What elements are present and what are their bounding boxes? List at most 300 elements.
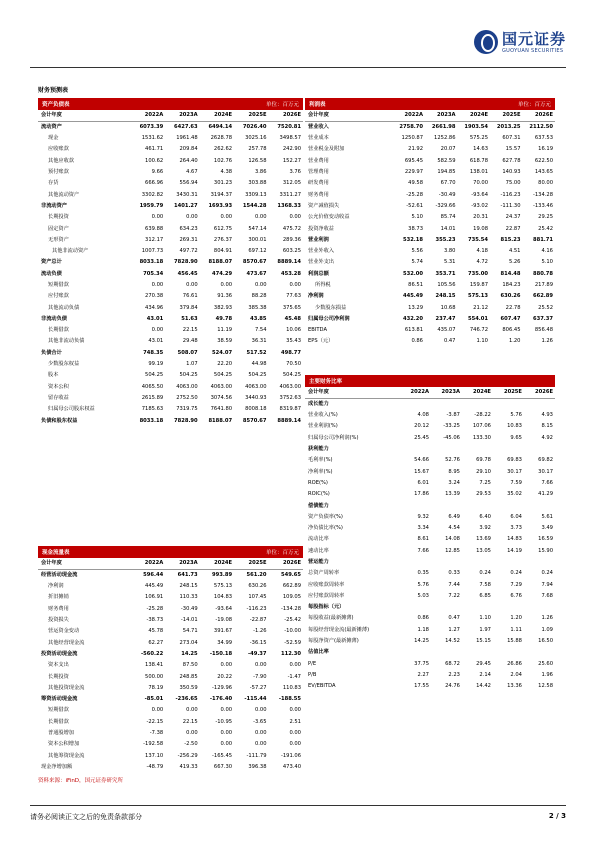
cell-value: 112.30 — [280, 650, 301, 657]
cell-value: 9.32 — [417, 513, 429, 520]
cell-value: -52.61 — [406, 202, 423, 209]
table-title: 现金流量表 — [42, 550, 70, 556]
cell-value: -57.27 — [249, 684, 267, 691]
cell-value: 44.98 — [251, 361, 267, 368]
cell-value: 99.19 — [148, 361, 164, 368]
table-row — [38, 739, 303, 750]
cell-value: 8570.67 — [242, 417, 267, 424]
cell-value: 3074.56 — [210, 394, 233, 401]
cell-value: 54.66 — [414, 457, 429, 464]
cell-value: 67.70 — [440, 180, 456, 187]
cell-value: 4.38 — [220, 169, 233, 176]
cell-value: -10.95 — [215, 718, 233, 725]
row-label: EV/EBITDA — [308, 683, 336, 690]
cell-value: -49.37 — [247, 650, 267, 657]
cell-value: 3.49 — [541, 525, 553, 532]
table-row — [38, 144, 303, 155]
row-label: 应收账款周转率 — [308, 581, 345, 588]
row-label: 非流动资产 — [41, 202, 67, 209]
table-row — [38, 717, 303, 728]
cell-value: 229.97 — [404, 169, 423, 176]
column-header: 2023A — [165, 558, 199, 570]
cell-value: 705.34 — [143, 270, 164, 277]
cell-value: 607.31 — [502, 135, 521, 142]
cell-value: 630.26 — [248, 583, 267, 590]
cell-value: 91.36 — [217, 293, 233, 300]
cell-value: -10.00 — [284, 628, 301, 635]
cell-value — [462, 444, 493, 455]
cell-value — [462, 500, 493, 511]
cell-value: 30.17 — [538, 468, 553, 475]
cell-value: 500.00 — [145, 673, 164, 680]
cell-value: 9.66 — [151, 169, 164, 176]
cell-value: 41.29 — [538, 491, 553, 498]
cell-value: -30.49 — [438, 191, 456, 198]
cell-value: 5.03 — [417, 592, 429, 599]
cell-value: 36.31 — [251, 338, 267, 345]
cell-value: 603.25 — [282, 248, 301, 255]
cell-value: 622.50 — [534, 157, 553, 164]
table-row — [305, 568, 555, 579]
cell-value: 17.55 — [414, 683, 429, 690]
cell-value: 303.88 — [248, 180, 267, 187]
column-header: 2022A — [400, 387, 431, 399]
table-row — [38, 280, 303, 291]
row-label: 非流动负债 — [41, 315, 67, 322]
cell-value: -1.26 — [253, 628, 267, 635]
cell-value — [524, 500, 555, 511]
cell-value: 3.73 — [510, 525, 522, 532]
cell-value: -560.22 — [141, 650, 164, 657]
table-row — [305, 602, 555, 613]
cell-value: 21.12 — [473, 304, 488, 311]
table-unit: 单位：百万元 — [517, 102, 551, 108]
cell-value: 375.65 — [282, 304, 301, 311]
row-label: 普通股增加 — [48, 730, 74, 736]
table-row — [305, 478, 555, 489]
row-label: 营业成本 — [308, 135, 329, 142]
cell-value: 8319.87 — [279, 406, 301, 413]
column-header: 2026E — [524, 387, 555, 399]
cell-value: 7520.81 — [277, 124, 301, 130]
cell-value: 87.50 — [182, 662, 198, 669]
cell-value: 7185.63 — [141, 406, 164, 413]
cell-value: 2.51 — [289, 718, 301, 725]
cell-value: 86.51 — [408, 282, 423, 288]
cell-value: 14.83 — [507, 536, 522, 543]
cell-value: 3.92 — [479, 525, 491, 532]
column-header: 2025E — [493, 387, 524, 399]
cell-value: 38.73 — [408, 225, 423, 232]
cell-value: -33.25 — [443, 423, 460, 430]
cell-value: 85.74 — [440, 214, 456, 221]
column-header: 2024E — [200, 558, 234, 570]
row-label: 长期投资 — [48, 673, 69, 680]
cell-value: 0.00 — [254, 741, 267, 748]
row-label: 长期投资 — [48, 214, 69, 221]
cell-value: 69.83 — [507, 457, 522, 464]
row-label: 偿债能力 — [308, 502, 329, 509]
cell-value: -116.23 — [500, 191, 521, 198]
row-label: 其他筹资现金流 — [48, 752, 85, 759]
table-row — [305, 591, 555, 602]
cell-value: 7.94 — [541, 581, 553, 588]
cell-value: 385.38 — [248, 304, 267, 311]
cell-value: 312.05 — [282, 180, 301, 187]
cell-value: 24.37 — [505, 214, 521, 221]
cell-value — [524, 557, 555, 568]
column-header: 会计年度 — [305, 110, 393, 122]
table-row — [305, 534, 555, 545]
column-header: 2023A — [425, 110, 458, 122]
cell-value: 532.18 — [402, 236, 423, 243]
cell-value: 138.41 — [145, 662, 164, 669]
column-header: 2022A — [393, 110, 426, 122]
table-row — [38, 291, 303, 302]
cell-value: 8033.18 — [139, 259, 164, 266]
cell-value: 554.01 — [467, 315, 488, 322]
cell-value: -38.73 — [146, 617, 164, 624]
cell-value — [431, 399, 462, 411]
cell-value: 248.15 — [435, 293, 456, 300]
table-row — [38, 156, 303, 167]
cell-value: 133.30 — [472, 434, 491, 441]
cell-value: 7.59 — [510, 479, 522, 486]
cell-value: 26.86 — [507, 660, 522, 667]
table-row — [305, 466, 555, 477]
cell-value: 1.11 — [510, 626, 522, 633]
cell-value: -1.47 — [287, 673, 301, 680]
table-row — [38, 257, 303, 268]
cell-value — [462, 557, 493, 568]
table-row — [305, 636, 555, 647]
cell-value: -85.01 — [144, 696, 164, 703]
cell-value — [493, 647, 524, 658]
table-row — [38, 637, 303, 648]
cell-value: 110.33 — [179, 594, 198, 601]
table-row — [305, 579, 555, 590]
cell-value: 12.58 — [538, 683, 553, 690]
cell-value: 30.17 — [507, 468, 522, 475]
table-row — [38, 626, 303, 637]
cell-value: 17.86 — [414, 491, 429, 498]
row-label: 存货 — [48, 180, 59, 187]
cell-value: 19.08 — [473, 225, 488, 232]
cell-value: 5.74 — [411, 259, 423, 266]
cell-value: 14.52 — [445, 638, 460, 645]
cell-value: 106.91 — [145, 594, 164, 601]
cell-value — [524, 647, 555, 658]
cell-value — [400, 399, 431, 411]
cell-value: 15.67 — [414, 468, 429, 475]
cell-value: 582.59 — [437, 157, 456, 164]
cell-value: 4063.00 — [210, 383, 233, 390]
cell-value: 25.42 — [538, 225, 553, 232]
cell-value: -115.44 — [244, 696, 267, 703]
cell-value: 8889.14 — [277, 259, 301, 266]
row-label: 流动负债 — [41, 270, 62, 277]
cell-value: 0.00 — [254, 662, 267, 669]
cell-value: 504.25 — [282, 372, 301, 379]
cell-value: 524.07 — [212, 349, 233, 356]
cell-value: 7.68 — [541, 592, 553, 599]
cell-value: 248.85 — [179, 673, 198, 680]
cell-value: 0.24 — [479, 570, 491, 577]
cell-value: 69.82 — [538, 457, 553, 464]
table-row — [305, 613, 555, 624]
row-label: 投资活动现金流 — [41, 650, 78, 657]
row-label: 负债和股东权益 — [41, 417, 78, 424]
cell-value: -165.45 — [212, 752, 233, 759]
cell-value: -192.58 — [143, 741, 164, 748]
row-label: 每股经营现金流(最新摊薄) — [308, 626, 370, 633]
cell-value: 1.07 — [186, 361, 198, 368]
cell-value: 15.88 — [507, 638, 522, 645]
cell-value: 453.28 — [280, 270, 301, 277]
row-label: ROE(%) — [308, 479, 328, 486]
cell-value: 49.58 — [408, 180, 423, 187]
cell-value: 16.50 — [538, 638, 553, 645]
cell-value: 856.48 — [534, 327, 553, 334]
cell-value — [400, 444, 431, 455]
cell-value: -133.46 — [532, 202, 553, 209]
cell-value: 0.00 — [186, 282, 198, 288]
cell-value: 2628.78 — [210, 135, 233, 142]
cell-value: 38.59 — [217, 338, 233, 345]
cell-value: 0.00 — [151, 214, 164, 221]
cell-value: 382.93 — [213, 304, 233, 311]
brand-logo — [474, 30, 566, 54]
table-row — [38, 246, 303, 257]
cell-value: 435.07 — [437, 327, 456, 334]
cell-value: -22.87 — [249, 617, 267, 624]
table-row — [38, 302, 303, 313]
cell-value: 6.76 — [510, 592, 522, 599]
table-row — [305, 681, 555, 692]
table-row — [38, 348, 303, 359]
cell-value: 14.08 — [445, 536, 460, 543]
cell-value: 16.19 — [538, 146, 553, 153]
cell-value: 15.90 — [538, 547, 553, 554]
cell-value: -25.28 — [406, 191, 423, 198]
cell-value: 22.15 — [182, 327, 198, 334]
cell-value: 0.00 — [289, 707, 301, 714]
cell-value: 504.25 — [213, 372, 233, 379]
cell-value — [524, 444, 555, 455]
table-row — [305, 314, 555, 325]
cell-value: 22.78 — [505, 304, 521, 311]
cell-value: 613.81 — [404, 327, 423, 334]
row-label: 净利润 — [308, 293, 324, 300]
cell-value: 8570.67 — [242, 259, 267, 266]
cell-value: 80.00 — [538, 180, 553, 187]
table-row — [305, 201, 555, 212]
cell-value — [400, 647, 431, 658]
column-header: 会计年度 — [305, 387, 400, 399]
row-label: 其他非流动资产 — [52, 248, 89, 255]
cell-value: 0.00 — [220, 741, 233, 748]
cell-value — [431, 647, 462, 658]
table-row — [38, 325, 303, 336]
cell-value: 697.12 — [248, 248, 267, 255]
cell-value: 6.85 — [479, 592, 491, 599]
table-row — [305, 156, 555, 167]
cell-value: 0.00 — [220, 662, 233, 669]
cell-value: 20.07 — [440, 146, 456, 153]
cell-value: 1.20 — [508, 338, 521, 345]
cell-value: 0.33 — [448, 570, 460, 577]
cell-value: 6494.14 — [208, 124, 233, 130]
row-label: 预付账款 — [48, 169, 69, 176]
cell-value: 445.49 — [402, 293, 423, 300]
cell-value: 6.40 — [479, 513, 491, 520]
cell-value: 637.53 — [534, 135, 553, 142]
cell-value — [431, 444, 462, 455]
row-label: 营运资金变动 — [48, 628, 80, 635]
table-header-bar — [305, 98, 555, 110]
row-label: 公允价值变动收益 — [308, 214, 350, 221]
financial-ratios-table — [305, 375, 555, 692]
column-header: 2026E — [269, 558, 303, 570]
cell-value: 264.40 — [179, 157, 198, 164]
cell-value: 815.23 — [500, 236, 521, 243]
row-label: 资产总计 — [41, 259, 62, 266]
cell-value: -134.28 — [532, 191, 553, 198]
cell-value: 35.43 — [286, 338, 301, 345]
cell-value: 105.56 — [437, 282, 456, 288]
table-row — [305, 647, 555, 658]
cell-value: 746.72 — [469, 327, 488, 334]
cell-value: 25.60 — [538, 660, 553, 667]
table-row — [305, 421, 555, 432]
table-row — [305, 410, 555, 421]
cell-value: 0.00 — [254, 282, 267, 288]
row-label: 归属母公司股东权益 — [48, 406, 95, 413]
cell-value: 353.71 — [435, 270, 456, 277]
cell-value: 13.69 — [476, 536, 491, 543]
cell-value: 474.29 — [212, 270, 233, 277]
cell-value: 126.58 — [248, 157, 267, 164]
cell-value: 4.54 — [448, 525, 460, 532]
column-header: 2022A — [131, 110, 165, 122]
cell-value: 242.90 — [282, 146, 301, 153]
table-row — [305, 625, 555, 636]
cell-value: 270.38 — [145, 293, 164, 300]
table-row — [305, 144, 555, 155]
cell-value: 15.57 — [505, 146, 521, 153]
cell-value: 1959.79 — [139, 202, 164, 209]
table-row — [305, 444, 555, 455]
cell-value — [431, 602, 462, 613]
table-column-header-row — [38, 558, 303, 570]
cell-value: 3.86 — [254, 169, 267, 176]
cell-value: -3.87 — [446, 412, 460, 419]
cell-value: 5.10 — [411, 214, 423, 221]
cell-value: 2013.25 — [496, 124, 521, 130]
column-header: 2026E — [523, 110, 556, 122]
table-header-bar — [38, 98, 303, 110]
cell-value: 276.37 — [213, 236, 233, 243]
table-row — [38, 370, 303, 381]
cell-value: 7.29 — [510, 581, 522, 588]
cell-value: -93.64 — [471, 191, 488, 198]
cell-value: 0.00 — [186, 730, 198, 736]
cell-value: 1.26 — [541, 338, 553, 345]
page-title: 财务预测表 — [38, 87, 69, 94]
row-label: 净负债比率(%) — [308, 525, 343, 532]
cell-value: 8.61 — [417, 536, 429, 543]
cell-value: 0.86 — [417, 615, 429, 622]
cell-value: 7.66 — [417, 547, 429, 554]
cell-value: 140.93 — [502, 169, 521, 176]
cell-value: 2661.98 — [431, 124, 456, 130]
cell-value: 5.61 — [541, 513, 553, 520]
cell-value: -256.29 — [177, 752, 198, 759]
row-label: 成长能力 — [308, 401, 329, 407]
cell-value: 2.14 — [479, 671, 491, 678]
cell-value: -188.55 — [278, 696, 301, 703]
cell-value: 4.93 — [541, 412, 553, 419]
cell-value: 13.39 — [445, 491, 460, 498]
cell-value: 8008.18 — [245, 406, 267, 413]
cell-value: -28.22 — [474, 412, 491, 419]
cell-value: 289.36 — [282, 236, 301, 243]
table-row — [305, 178, 555, 189]
cell-value: -30.49 — [180, 605, 198, 612]
cell-value: 138.01 — [469, 169, 488, 176]
cell-value: 3.34 — [417, 525, 429, 532]
brand-emblem-icon — [474, 30, 498, 54]
cell-value: 2.27 — [417, 671, 429, 678]
cell-value: 461.71 — [145, 146, 164, 153]
table-row — [305, 246, 555, 257]
table-row — [38, 393, 303, 404]
cell-value: 432.20 — [402, 315, 423, 322]
cell-value: 25.45 — [414, 434, 429, 441]
table-row — [38, 671, 303, 682]
cell-value: 137.10 — [145, 752, 164, 759]
cell-value — [400, 500, 431, 511]
table-row — [305, 302, 555, 313]
cell-value: 662.89 — [532, 293, 553, 300]
table-row — [305, 235, 555, 246]
row-label: 少数股东权益 — [48, 361, 80, 368]
table-row — [305, 189, 555, 200]
cell-value: 49.78 — [215, 315, 233, 322]
row-label: 营业外收入 — [308, 248, 334, 255]
cell-value: 257.78 — [248, 146, 267, 153]
row-label: 流动资产 — [41, 124, 62, 130]
cell-value — [400, 602, 431, 613]
cell-value: 5.26 — [508, 259, 521, 266]
cell-value: 4.51 — [508, 248, 521, 255]
cell-value: 0.47 — [443, 338, 456, 345]
row-label: 经营活动现金流 — [41, 572, 78, 578]
column-header: 2023A — [165, 110, 199, 122]
table-row — [305, 546, 555, 557]
row-label: 应付账款周转率 — [308, 592, 345, 599]
row-label: 资本支出 — [48, 662, 69, 669]
cell-value: 748.35 — [143, 349, 164, 356]
table-row — [38, 762, 303, 773]
table-row — [305, 455, 555, 466]
table-row — [305, 291, 555, 302]
cell-value: 10.06 — [286, 327, 301, 334]
cell-value: 1.10 — [476, 338, 488, 345]
footer-disclaimer: 请务必阅读正文之后的免责条款部分 — [30, 813, 142, 821]
table-row — [305, 325, 555, 336]
cell-value: 735.00 — [467, 270, 488, 277]
